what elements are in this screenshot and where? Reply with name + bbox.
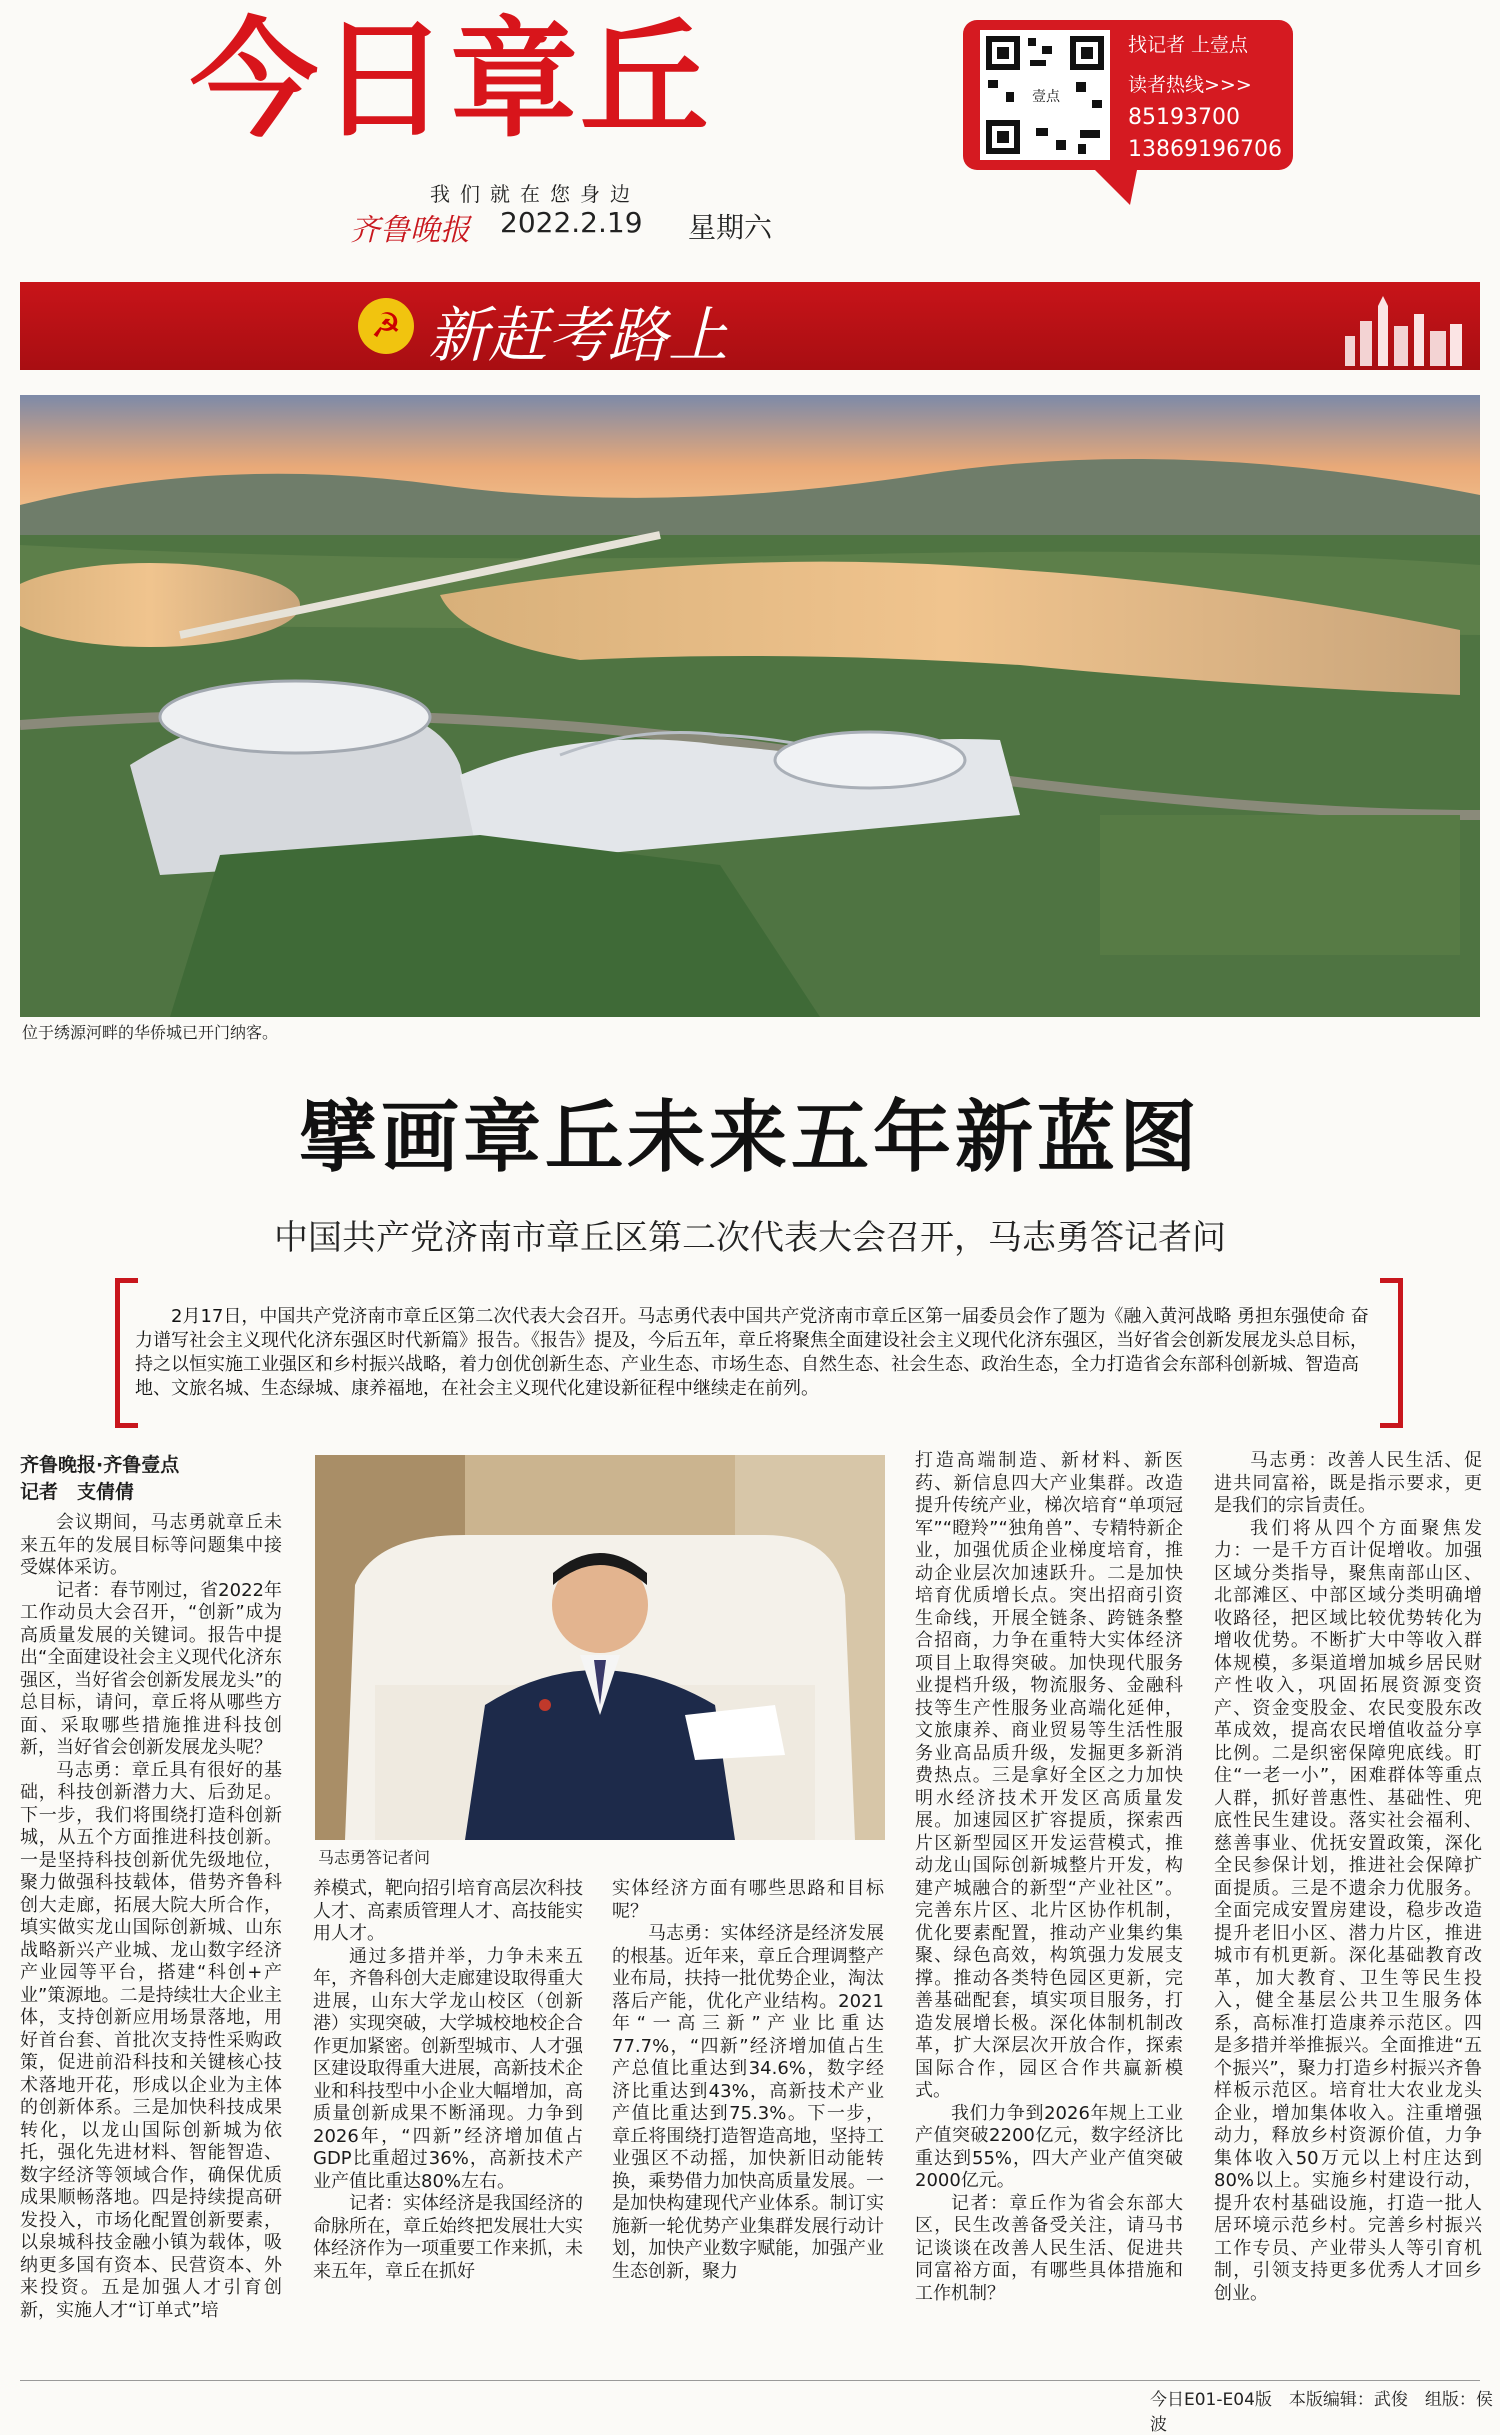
party-emblem-icon: ☭ — [358, 298, 414, 354]
paragraph: 马志勇：章丘具有很好的基础，科技创新潜力大、后劲足。下一步，我们将围绕打造科创新城，从五个方面推进科技创新。一是坚持科技创新优先级地位，聚力做强科技载体，借势齐鲁科创大走廊，拓展大院大所合作，填实做实龙山国际创新城、山东战略新兴产业城、龙山数字经济产业园等平台，搭建“科创+产业”策源地。二是持续壮大企业主体，支持创新应用场景落地，用好首台套、首批次支持性采购政策，促进前沿科技和关键核心技术落地开花，形成以企业为主体的创新体系。三是加快科技成果转化，以龙山国际创新城为依托，强化先进材料、智能智造、数字经济等领域合作，确保优质成果顺畅落地。四是持续提高研发投入，市场化配置创新要素，以泉城科技金融小镇为载体，吸纳更多国有资本、民营资本、外来投资。五是加强人才引育创新，实施人才“订单式”培 — [20, 1759, 282, 2321]
article-headline[interactable]: 擘画章丘未来五年新蓝图 — [298, 1092, 1201, 1183]
paragraph: 马志勇：改善人民生活、促进共同富裕，既是指示要求，更是我们的宗旨责任。 — [1214, 1450, 1482, 1516]
contact-box-tail — [1090, 165, 1138, 205]
hero-photo-illustration — [20, 395, 1480, 1017]
paragraph: 实体经济方面有哪些思路和目标呢？ — [612, 1878, 884, 1922]
hotline-label: 读者热线>>> — [1128, 74, 1252, 96]
lead-bracket-right — [1380, 1278, 1403, 1428]
body-column-5 — [1214, 1450, 1482, 2305]
photo-caption: 位于绣源河畔的华侨城已开门纳客。 — [22, 1023, 279, 1042]
hero-photo — [20, 395, 1480, 1017]
banner-title: 新赶考路上 — [428, 301, 728, 371]
paragraph: 通过多措并举，力争未来五年，齐鲁科创大走廊建设取得重大进展，山东大学龙山校区（创新港）实现突破，大学城校地校企合作更加紧密。创新型城市、人才强区建设取得重大进展，高新技术企业和科技型中小企业大幅增加，高质量创新成果不断涌现。力争到2026年，“四新”经济增加值占GDP比重超过36%，高新技术产业产值比重达80%左右。 — [313, 1945, 583, 2192]
inset-caption: 马志勇答记者问 — [318, 1848, 431, 1867]
body-column-4 — [915, 1450, 1183, 2305]
article-subheadline: 中国共产党济南市章丘区第二次代表大会召开，马志勇答记者问 — [274, 1218, 1226, 1258]
paragraph: 我们力争到2026年规上工业产值突破2200亿元，数字经济比重达到55%，四大产业产值突破2000亿元。 — [915, 2102, 1183, 2191]
body-column-3 — [612, 1878, 884, 2283]
byline-outlet: 齐鲁晚报·齐鲁壹点 — [20, 1454, 180, 1476]
skyline-icon — [1340, 296, 1470, 366]
brand-logo: 齐鲁晚报 — [350, 213, 470, 248]
footer-rule — [20, 2380, 1480, 2381]
paragraph: 养模式，靶向招引培育高层次科技人才、高素质管理人才、高技能实用人才。 — [313, 1878, 583, 1944]
paragraph: 打造高端制造、新材料、新医药、新信息四大产业集群。改造提升传统产业，梯次培育“单项冠军”“瞪羚”“独角兽”、专精特新企业，加强优质企业梯度培育，推动企业层次加速跃升。二是加快培育优质增长点。突出招商引资生命线，开展全链条、跨链条整合招商，力争在重特大实体经济项目上取得突破。加快现代服务业提档升级，物流服务、金融科技等生产性服务业高端化延伸，文旅康养、商业贸易等生活性服务业高品质升级，发掘更多新消费热点。三是拿好全区之力加快明水经济技术开发区高质量发展。加速园区扩容提质，探索西片区新型园区开发运营模式，推动龙山国际创新城整片开发，构建产城融合的新型“产业社区”。完善东片区、北片区协作机制，优化要素配置，推动产业集约集聚、绿色高效，构筑强力发展支撑。推动各类特色园区更新，完善基础配套，填实项目服务，打造发展增长极。深化体制机制改革，扩大深层次开放合作，探索国际合作，园区合作共赢新模式。 — [915, 1450, 1183, 2101]
contact-title: 找记者 上壹点 — [1128, 34, 1249, 56]
paragraph: 我们将从四个方面聚焦发力：一是千方百计促增收。加强区域分类指导，聚焦南部山区、北部滩区、中部区域分类明确增收路径，把区域比较优势转化为增收优势。不断扩大中等收入群体规模，多渠道增加城乡居民财产性收入，巩固拓展资源变资产、资金变股金、农民变股东改革成效，提高农民增值收益分享比例。二是织密保障兜底线。盯住“一老一小”，困难群体等重点人群，抓好普惠性、基础性、兜底性民生建设。落实社会福利、慈善事业、优抚安置政策，深化全民参保计划，推进社会保障扩面提质。三是不遗余力优服务。全面完成安置房建设，稳步改造提升老旧小区、潜力片区，推进城市有机更新。深化基础教育改革，加大教育、卫生等民生投入，健全基层公共卫生服务体系，高标准打造康养示范区。四是多措并举推振兴。全面推进“五个振兴”，聚力打造乡村振兴齐鲁样板示范区。培育壮大农业龙头企业，增加集体收入。注重增强动力，释放乡村资源价值，力争集体收入50万元以上村庄达到80%以上。实施乡村建设行动，提升农村基础设施，打造一批人居环境示范乡村。完善乡村振兴工作专员、产业带头人等引育机制，引领支持更多优秀人才回乡创业。 — [1214, 1517, 1482, 2304]
paragraph: 记者：实体经济是我国经济的命脉所在，章丘始终把发展壮大实体经济作为一项重要工作来抓，未来五年，章丘在抓好 — [313, 2193, 583, 2282]
hotline-phone-2[interactable]: 13869196706 — [1128, 137, 1282, 162]
masthead-title: 今日章丘 — [190, 6, 711, 155]
section-banner — [20, 282, 1480, 370]
hotline-phone-1[interactable]: 85193700 — [1128, 105, 1240, 130]
inset-photo — [315, 1455, 885, 1840]
issue-date: 2022.2.19 — [500, 206, 643, 239]
qr-label: 壹点 — [1030, 86, 1062, 106]
byline-reporter: 记者 支倩倩 — [20, 1481, 135, 1503]
masthead-slogan: 我们就在您身边 — [430, 182, 640, 206]
paragraph: 马志勇：实体经济是经济发展的根基。近年来，章丘合理调整产业布局，扶持一批优势企业，淘汰落后产能，优化产业结构。2021年“一高三新”产业比重达77.7%，“四新”经济增加值占生产总值比重达到34.6%，数字经济比重达到43%，高新技术产业产值比重达到75.3%。下一步，章丘将围绕打造智造高地，坚持工业强区不动摇，加快新旧动能转换，乘势借力加快高质量发展。一是加快构建现代产业体系。制订实施新一轮优势产业集群发展行动计划，加快产业数字赋能，加强产业生态创新，聚力 — [612, 1923, 884, 2282]
issue-weekday: 星期六 — [688, 211, 773, 244]
inset-photo-illustration — [315, 1455, 885, 1840]
paragraph: 记者：章丘作为省会东部大区，民生改善备受关注，请马书记谈谈在改善人民生活、促进共同富裕方面，有哪些具体措施和工作机制？ — [915, 2192, 1183, 2304]
paragraph: 记者：春节刚过，省2022年工作动员大会召开，“创新”成为高质量发展的关键词。报告中提出“全面建设社会主义现代化济东强区，当好省会创新发展龙头”的总目标，请问，章丘将从哪些方面、采取哪些措施推进科技创新，当好省会创新发展龙头呢？ — [20, 1579, 282, 1758]
paragraph: 会议期间，马志勇就章丘未来五年的发展目标等问题集中接受媒体采访。 — [20, 1512, 282, 1578]
body-column-2 — [313, 1878, 583, 2283]
page-footer: 今日E01-E04版 本版编辑：武俊 组版：侯波 — [1150, 2390, 1493, 2435]
article-lead: 2月17日，中国共产党济南市章丘区第二次代表大会召开。马志勇代表中国共产党济南市章丘区第一届委员会作了题为《融入黄河战略 勇担东强使命 奋力谱写社会主义现代化济东强区时代新篇》报告。《报告》提及，今后五年，章丘将聚焦全面建设社会主义现代化济东强区，当好省会创新发展龙头总目标，持之以恒实施工业强区和乡村振兴战略，着力创优创新生态、产业生态、市场生态、自然生态、社会生态、政治生态，全力打造省会东部科创新城、智造高地、文旅名城、生态绿城、康养福地，在社会主义现代化建设新征程中继续走在前列。 — [135, 1306, 1369, 1399]
body-column-1 — [20, 1512, 282, 2322]
